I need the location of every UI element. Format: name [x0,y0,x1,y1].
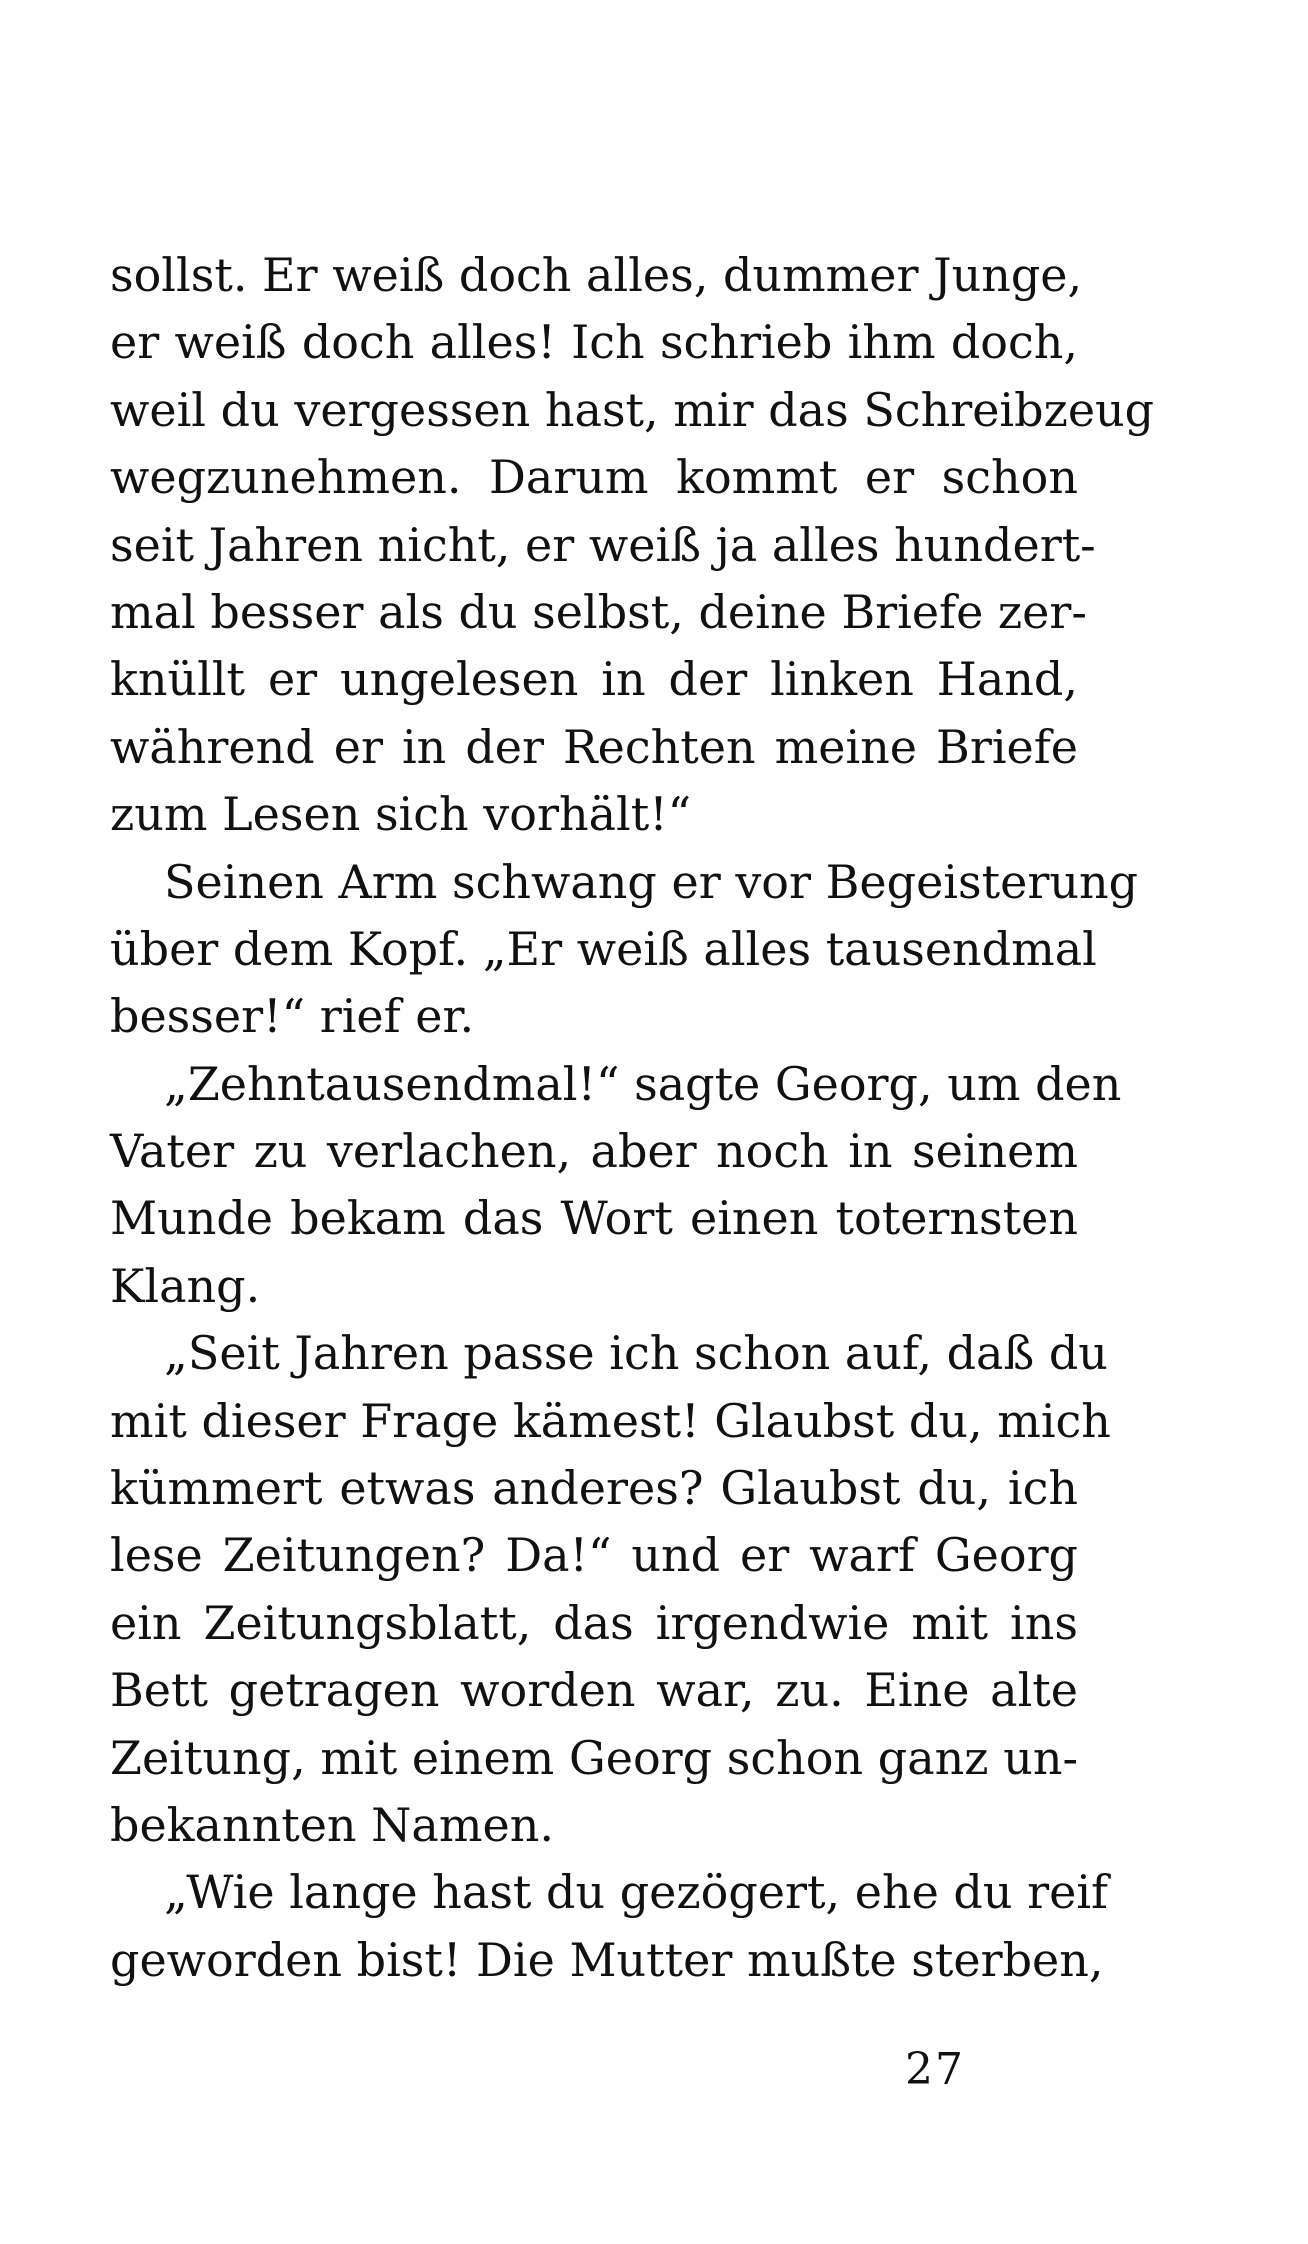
text-line: besser!“ rief er. [110,989,475,1044]
body-text [110,242,1155,1994]
text-line: Seinen Arm schwang er vor Begeisterung [164,854,1139,909]
text-line: geworden bist! Die Mutter mußte sterben, [110,1932,1104,1987]
text-line: „Wie lange hast du gezögert, ehe du reif [164,1865,1109,1920]
text-line: weil du vergessen hast, mir das Schreibzeug [110,382,1155,437]
text-line: ein Zeitungsblatt, das irgendwie mit ins [110,1595,1078,1650]
text-line: seit Jahren nicht, er weiß ja alles hundert- [110,517,1096,572]
text-line: Munde bekam das Wort einen toternsten [110,1191,1078,1246]
text-line: lese Zeitungen? Da!“ und er warf Georg [110,1528,1078,1583]
text-line: Zeitung, mit einem Georg schon ganz un- [110,1730,1078,1785]
text-line: während er in der Rechten meine Briefe [110,719,1078,774]
text-line: sollst. Er weiß doch alles, dummer Junge, [110,248,1083,302]
text-line: kümmert etwas anderes? Glaubst du, ich [110,1461,1078,1516]
text-line: bekannten Namen. [110,1797,554,1852]
text-line: über dem Kopf. „Er weiß alles tausendmal [110,921,1097,976]
text-line: „Seit Jahren passe ich schon auf, daß du [164,1326,1108,1381]
text-line: Bett getragen worden war, zu. Eine alte [110,1663,1078,1718]
page-number: 27 [905,2044,965,2095]
text-line: mal besser als du selbst, deine Briefe zer- [110,584,1087,639]
text-line: knüllt er ungelesen in der linken Hand, [110,652,1078,707]
text-line: Vater zu verlachen, aber noch in seinem [110,1124,1078,1179]
text-line: zum Lesen sich vorhält!“ [110,787,692,842]
text-line: wegzunehmen. Darum kommt er schon [110,450,1078,505]
text-line: „Zehntausendmal!“ sagte Georg, um den [164,1056,1122,1111]
text-line: mit dieser Frage kämest! Glaubst du, mich [110,1393,1111,1448]
text-line: Klang. [110,1258,261,1313]
text-line: er weiß doch alles! Ich schrieb ihm doch, [110,315,1078,370]
